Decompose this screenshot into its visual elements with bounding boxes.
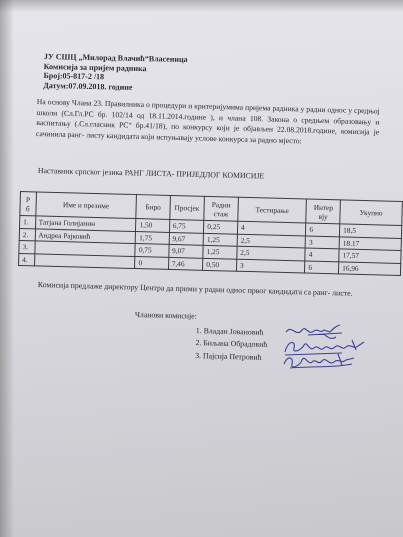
members-label: Чланови комисије: — [134, 310, 197, 321]
cell-rb: 3. — [19, 240, 35, 253]
header-prosjek: Просјек — [169, 195, 204, 220]
cell-prosjek: 6,75 — [169, 219, 204, 232]
cell-staz: 1,25 — [203, 245, 237, 258]
member-3: 3. Пајсија Петровић — [195, 350, 262, 362]
cell-testiranje: 3 — [236, 259, 305, 273]
document-date: Датум:07.09.2018. године — [43, 80, 133, 92]
cell-staz: 1,25 — [203, 233, 237, 246]
page-shadow-left — [0, 0, 14, 537]
cell-biro: 0 — [135, 256, 169, 269]
cell-testiranje: 2,5 — [237, 246, 306, 260]
cell-name — [34, 253, 135, 268]
cell-intervju: 3 — [305, 235, 339, 248]
header-staz: Радни стаж — [204, 196, 238, 221]
header-ukupno: Укупно — [340, 200, 403, 226]
page-shadow-top — [0, 0, 403, 12]
cell-testiranje: 2,5 — [237, 234, 306, 248]
commission-name: Комисија за пријем радника — [43, 61, 147, 73]
ranking-title: Наставник српског језика РАНГ ЛИСТА- ПРИЈЕДЛОГ КОМИСИЈЕ — [37, 166, 265, 181]
cell-staz: 0,50 — [203, 258, 237, 271]
cell-rb: 1. — [20, 216, 36, 229]
cell-name: Татјана Голијанин — [35, 216, 136, 231]
cell-intervju: 6 — [306, 223, 340, 236]
cell-ukupno: 17,57 — [339, 249, 401, 263]
cell-intervju: 6 — [305, 260, 339, 273]
cell-biro: 1,75 — [136, 231, 170, 244]
header-testiranje: Тестирање — [238, 197, 307, 223]
signature-3 — [282, 350, 362, 372]
cell-rb: 4. — [19, 253, 35, 266]
ranking-table — [18, 191, 403, 276]
header-rb: Р б — [20, 192, 36, 216]
cell-biro: 0,75 — [135, 244, 169, 257]
header-biro: Биро — [136, 195, 170, 220]
institution-name: ЈУ СШЦ „Милорад Влачић“Власеница — [43, 52, 188, 65]
cell-name: Андреа Рајковић — [35, 228, 136, 243]
cell-staz: 0,25 — [204, 220, 238, 233]
cell-intervju: 4 — [305, 248, 339, 261]
member-2: 2. Биљана Обрадовић — [195, 338, 268, 350]
header-intervju: Интер вју — [306, 199, 340, 224]
intro-paragraph: На основу Члана 23. Правилника о процедури и критеријумима пријема радника у радни однос у средњој школи (Сл.Гл.РС бр. 102/14 од 18.11.2014.године ), и члана 108. Закона о средњем образовању и васпитању (.Сл.гласник РС“ бр.41/18), по конкурсу који је објављен 22.08.2018.године, комисија је сачинила ранг- листу кандидата који испуњавају услове конкурса за радно мјесто: — [35, 97, 380, 146]
cell-rb: 2. — [19, 228, 35, 241]
cell-biro: 1,50 — [136, 219, 170, 232]
cell-prosjek: 7,46 — [168, 257, 203, 270]
reference-number: Број:05-817-2 /18 — [43, 70, 105, 82]
cell-testiranje: 4 — [237, 221, 306, 235]
header-name: Име и презиме — [35, 192, 136, 219]
cell-prosjek: 9,07 — [168, 244, 203, 257]
cell-prosjek: 9,67 — [169, 232, 204, 245]
members-list — [195, 325, 268, 364]
member-1: 1. Владан Јовановић — [195, 325, 264, 337]
cell-ukupno: 18.17 — [339, 236, 401, 250]
document-header — [43, 52, 244, 94]
cell-ukupno: 18,5 — [340, 224, 402, 238]
commission-proposal: Комисија предлаже директору Центра да прими у радни однос првог кандидата са ранг- листе. — [37, 280, 353, 298]
cell-ukupno: 16,96 — [339, 261, 401, 275]
